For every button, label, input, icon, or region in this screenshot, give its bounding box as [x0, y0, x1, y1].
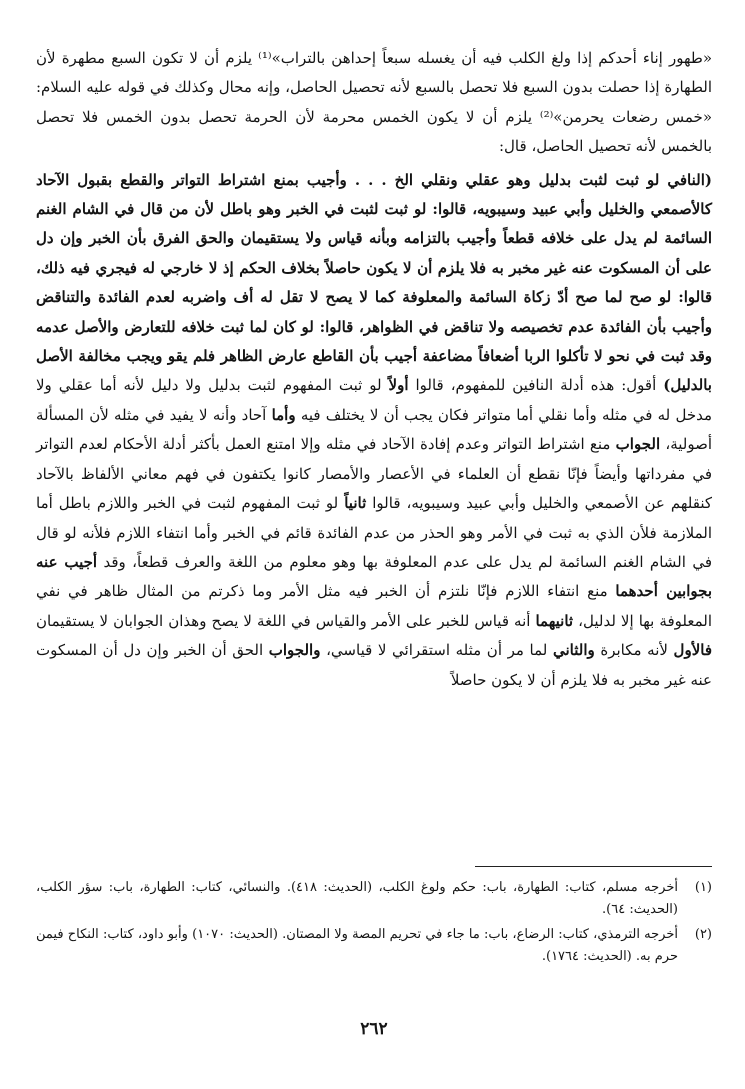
commentary-text: منع انتفاء اللازم فإنّا نلتزم أن الخبر فيه مثل الأمر وما ذكرتم من المثال ظاهر في نفي المعلوفة بها إلا لدليل، [36, 582, 712, 630]
commentary-text: لأنه مكابرة [594, 641, 674, 660]
emphasis-the-answer: والجواب [268, 641, 321, 660]
footnote-2 [36, 924, 712, 968]
matn-quote: (النافي لو ثبت لثبت بدليل وهو عقلي ونقلي الخ . . . وأجيب بمنع اشتراط التواتر والقطع بقبول الآحاد كالأصمعي والخليل وأبي عبيد وسيبويه، قالوا: لو ثبت لثبت في الخبر وهو باطل لأن من قال في الشام الغنم السائمة لم يدل على خلافه قطعاً وأجيب بالتزامه وبأنه قياس ولا يستقيمان والحق الفرق بأن الخبر وإن دل على أن المسكوت عنه غير مخبر به فلا يلزم أن لا يكون حاصلاً بخلاف الحكم إذ لا خارجي له فيجري فيه ذلك، قالوا: لو صح لما صح أدّ زكاة السائمة والمعلوفة كما لا يصح لا تقل له أف واضربه لعدم الفائدة والتناقض وأجيب بأن الفائدة عدم تخصيصه ولا تناقض في الظواهر، قالوا: لو كان لما ثبت خلافه للتعارض والأصل عدمه وقد ثبت في نحو لا تأكلوا الربا أضعافاً مضاعفة أجيب بأن القاطع عارض الظاهر فلم يقو ويجب مخالفة الأصل بالدليل) [36, 170, 712, 395]
body-paragraph-1: «طهور إناء أحدكم إذا ولغ الكلب فيه أن يغسله سبعاً إحداهن بالتراب»⁽¹⁾ يلزم أن لا تكون السبع مطهرة لأن الطهارة إذا حصلت بدون السبع فلا تحصل بالسبع لأنه تحصيل الحاصل، وإنه محال وكذلك في قوله عليه السلام: «خمس رضعات يحرمن»⁽²⁾ يلزم أن لا يكون الخمس محرمة لأن الحرمة تحصل بدون الخمس فلا تحصل بالخمس لأنه تحصيل الحاصل، قال: [36, 49, 713, 156]
commentary-text: آحاد وأنه لا يفيد في مثله لأن المسألة أصولية، [36, 405, 712, 454]
emphasis-the-first: فالأول [673, 641, 712, 660]
page-content [36, 44, 712, 1044]
emphasis-two-answers: أجيب عنه بجوابين أحدهما [36, 552, 712, 601]
commentary-text: لو ثبت المفهوم لثبت في الخبر واللازم باطل أما الملازمة فلأن الذي به ثبت في الأمر وهو الحذر من عدم الفائدة قائم في الخبر وأما انتفاء اللازم فلأنه لو قال في الشام الغنم السائمة لم يدل على عدم المعلوفة بها وهو معلوم من اللغة والعرف قطعاً، وقد [36, 494, 712, 571]
commentary-text: لما مر أن مثله استقرائي لا قياسي، [320, 641, 553, 660]
emphasis-amma: وأما [271, 405, 296, 424]
emphasis-the-second: والثاني [552, 641, 595, 660]
emphasis-second-of-them: ثانيهما [535, 611, 574, 630]
commentary-text: الحق أن الخبر وإن دل أن المسكوت عنه غير مخبر به فلا يلزم أن لا يكون حاصلاً [36, 641, 712, 689]
footnote-text: أخرجه مسلم، كتاب: الطهارة، باب: حكم ولوغ الكلب، (الحديث: ٤١٨). والنسائي، كتاب: الطهارة، باب: سؤر الكلب، (الحديث: ٦٤). [36, 880, 679, 917]
footnote-number: (٢) [694, 927, 712, 942]
page-number: ٢٦٢ [360, 1019, 388, 1039]
footnote-text: أخرجه الترمذي، كتاب: الرضاع، باب: ما جاء في تحريم المصة ولا المصتان. (الحديث: ١٠٧٠) وأبو داود، كتاب: النكاح فيمن حرم به. (الحديث: ١٧٦٤). [36, 927, 678, 964]
commentary-text: منع اشتراط التواتر وعدم إفادة الآحاد في مثله وإلا امتنع العمل بأكثر أدلة الأحكام لعدم التواتر في مفرداتها وأيضاً فإنّا نقطع أن العلماء في الأعصار والأمصار كانوا يكتفون في فهم معاني الألفاظ بالآحاد كنقلهم عن الأصمعي والخليل وأبي عبيد وسيبويه، قالوا [36, 435, 712, 513]
commentary-text: أنه قياس للخبر على الأمر والقياس في اللغة لا يصح وهذان الجوابان لا يستقيمان [36, 611, 536, 630]
commentary-text: أقول: هذه أدلة النافين للمفهوم، قالوا [408, 376, 664, 395]
footnote-1 [36, 877, 712, 921]
footnote-separator [475, 866, 712, 867]
body-paragraph-2 [36, 166, 712, 695]
commentary-text: لو ثبت المفهوم لثبت بدليل ولا دليل لأنه أما عقلي ولا مدخل له في مثله وأما نقلي أما متواتر فكان يجب أن لا يختلف فيه [36, 376, 712, 424]
footnote-number: (١) [694, 880, 712, 895]
emphasis-second: ثانياً [344, 494, 367, 513]
footnotes [36, 877, 712, 971]
emphasis-answer: الجواب [615, 435, 661, 454]
emphasis-first: أولاً [388, 376, 409, 395]
